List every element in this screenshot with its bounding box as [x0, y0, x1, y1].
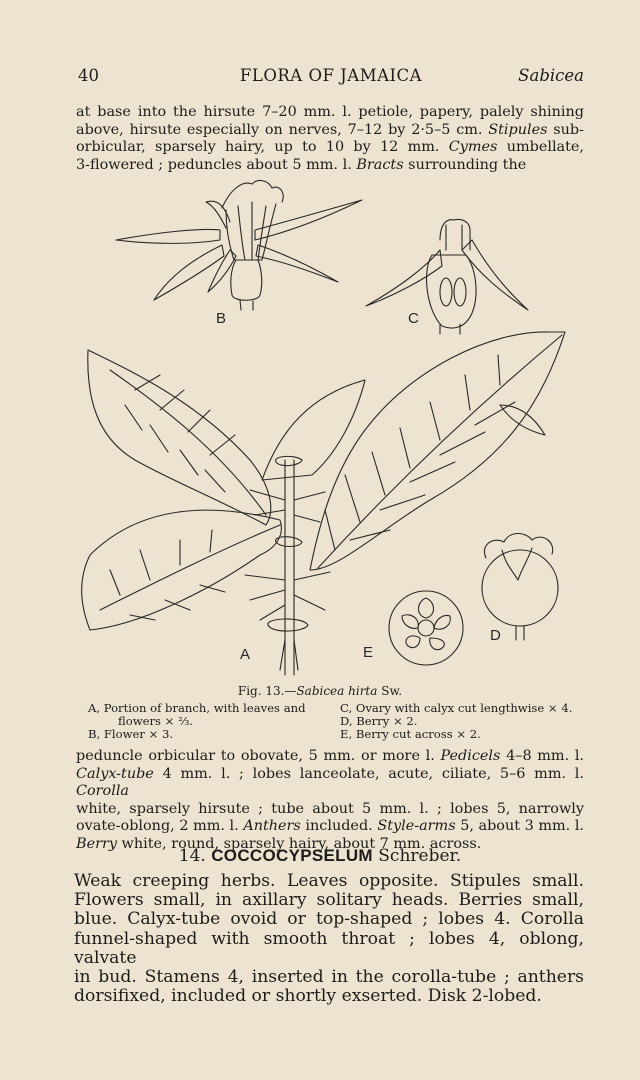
- text-run: 3-flowered ; peduncles about 5 mm. l.: [76, 156, 357, 173]
- text-run: ovate-oblong, 2 mm. l.: [76, 818, 244, 834]
- ovary-c-drawing: [366, 219, 528, 334]
- berry-d-drawing: [482, 534, 558, 641]
- page-number: 40: [78, 66, 99, 85]
- description-paragraph-top: [76, 104, 584, 174]
- text-run: Style-arms: [377, 818, 456, 834]
- text-line: [76, 748, 584, 766]
- caption-author: Sw.: [377, 684, 403, 698]
- text-line: [74, 930, 584, 968]
- text-line: [76, 801, 584, 819]
- text-run: orbicular, sparsely hairy, up to 10 by 12 mm.: [76, 139, 449, 155]
- text-run: white, round, sparsely hairy, about 7 mm. across.: [116, 835, 482, 852]
- text-run: Stipules: [488, 121, 548, 138]
- section-genus: COCCOCYPSELUM: [211, 846, 373, 865]
- description-paragraph-middle: [76, 748, 584, 853]
- text-line: [74, 910, 584, 929]
- text-run: 4–8 mm. l.: [500, 748, 584, 764]
- figure-label-c: C: [408, 310, 419, 327]
- section-heading: [0, 846, 640, 866]
- text-line: [76, 139, 584, 157]
- text-run: Cymes: [448, 139, 498, 155]
- text-run: Corolla: [76, 783, 130, 799]
- genus-description-paragraph: [74, 872, 584, 1006]
- flower-b-drawing: [116, 181, 362, 310]
- figure-label-b: B: [216, 310, 227, 327]
- illustration-drawing: [80, 170, 600, 700]
- text-line: [76, 104, 584, 122]
- botanical-illustration: [80, 170, 600, 700]
- caption-species: Sabicea hirta: [296, 684, 378, 698]
- figure-caption: [0, 684, 640, 698]
- running-title: FLORA OF JAMAICA: [239, 66, 423, 85]
- text-run: dorsifixed, included or shortly exserted. Disk 2-lobed.: [74, 986, 542, 1007]
- text-line: [76, 766, 584, 801]
- berry-e-drawing: [389, 591, 463, 665]
- text-line: [74, 987, 584, 1006]
- branch-a-drawing: [82, 332, 565, 675]
- section-number: 14.: [178, 846, 206, 866]
- text-run: included.: [300, 818, 378, 834]
- text-run: Berry: [76, 835, 117, 852]
- legend-item: C, Ovary with calyx cut lengthwise × 4.: [340, 701, 573, 715]
- running-header: [78, 66, 584, 90]
- text-run: funnel-shaped with smooth throat ; lobes 4, oblong, valvate: [74, 928, 584, 968]
- figure-label-e: E: [363, 644, 374, 661]
- text-run: at base into the hirsute 7–20 mm. l. petiole, papery, palely shining: [76, 104, 584, 120]
- legend-item: D, Berry × 2.: [340, 714, 418, 728]
- text-line: [74, 968, 584, 987]
- text-run: in bud. Stamens 4, inserted in the corolla-tube ; anthers: [74, 967, 584, 988]
- caption-prefix: Fig. 13.—: [237, 684, 297, 698]
- text-line: [76, 818, 584, 836]
- figure-legend-left: [88, 702, 306, 741]
- figure-label-d: D: [490, 627, 501, 644]
- legend-item: E, Berry cut across × 2.: [340, 727, 481, 741]
- text-run: Calyx-tube: [76, 765, 154, 782]
- legend-item: A, Portion of branch, with leaves and: [88, 701, 306, 715]
- text-run: Flowers small, in axillary solitary heads. Berries small,: [74, 890, 584, 911]
- text-line: [76, 122, 584, 140]
- text-run: Bracts: [356, 156, 404, 173]
- running-genus: Sabicea: [518, 66, 584, 85]
- text-run: blue. Calyx-tube ovoid or top-shaped ; lobes 4. Corolla: [74, 909, 584, 930]
- legend-item: flowers × ⅔.: [118, 714, 193, 728]
- section-author: Schreber.: [378, 846, 462, 866]
- text-line: [74, 891, 584, 910]
- figure-label-a: A: [240, 646, 251, 663]
- text-run: peduncle orbicular to obovate, 5 mm. or more l.: [76, 748, 441, 764]
- text-run: 5, about 3 mm. l.: [455, 818, 585, 834]
- text-run: Anthers: [243, 818, 301, 834]
- text-run: white, sparsely hirsute ; tube about 5 mm. l. ; lobes 5, narrowly: [76, 800, 584, 817]
- text-line: [74, 872, 584, 891]
- text-run: 4 mm. l. ; lobes lanceolate, acute, ciliate, 5–6 mm. l.: [153, 765, 584, 782]
- text-run: above, hirsute especially on nerves, 7–12 by 2·5–5 cm.: [76, 121, 489, 138]
- text-run: surrounding the: [403, 156, 527, 173]
- figure-legend-right: [340, 702, 572, 741]
- text-run: sub-: [547, 121, 584, 138]
- text-run: umbellate,: [497, 139, 585, 155]
- text-run: Pedicels: [440, 748, 501, 764]
- legend-item: B, Flower × 3.: [88, 727, 174, 741]
- text-run: Weak creeping herbs. Leaves opposite. Stipules small.: [74, 871, 584, 891]
